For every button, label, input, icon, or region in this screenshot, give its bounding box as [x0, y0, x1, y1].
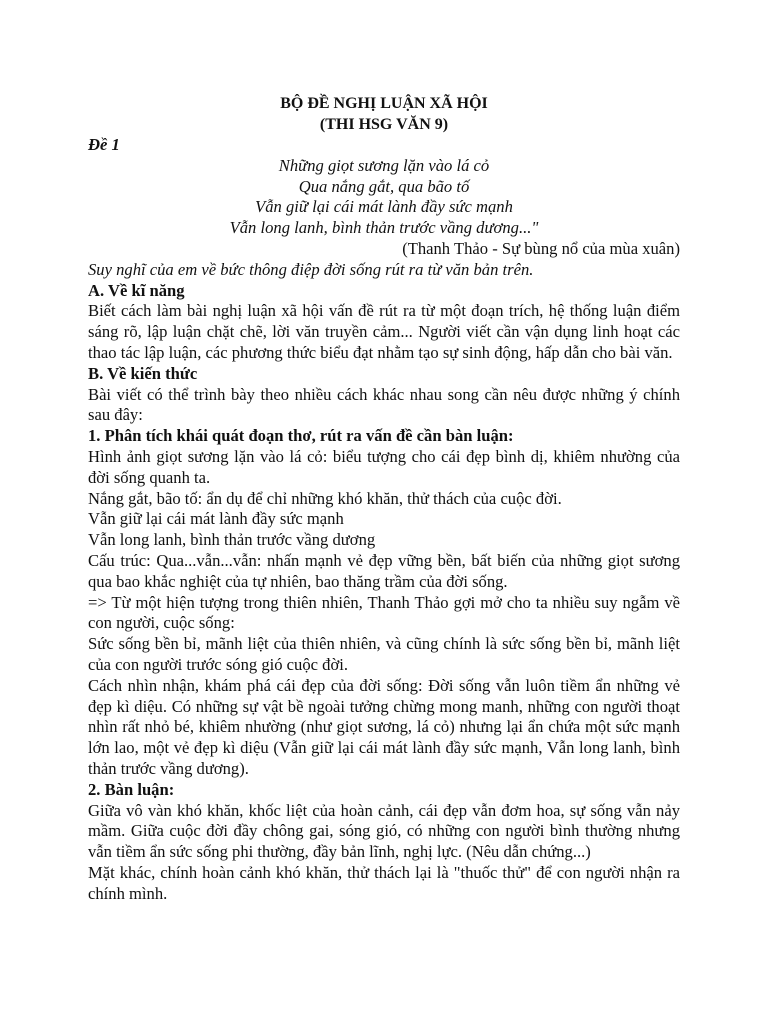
- document-title: BỘ ĐỀ NGHỊ LUẬN XÃ HỘI: [280, 95, 488, 112]
- paragraph: Vẫn long lanh, bình thản trước vầng dương: [88, 530, 376, 550]
- poem-excerpt: [88, 156, 680, 239]
- poem-line: Vẫn long lanh, bình thản trước vầng dương...": [229, 218, 539, 238]
- paragraph: Nắng gắt, bão tố: ẩn dụ để chỉ những khó khăn, thử thách của cuộc đời.: [88, 488, 562, 508]
- paragraph: Cấu trúc: Qua...vẫn...vẫn: nhấn mạnh vẻ đẹp vững bền, bất biến của những giọt sương qua bao khắc nghiệt của tự nhiên, bao thăng trầm của đời sống.: [88, 550, 680, 591]
- document-subtitle: (THI HSG VĂN 9): [319, 116, 449, 133]
- paragraph: Sức sống bền bỉ, mãnh liệt của thiên nhiên, và cũng chính là sức sống bền bỉ, mãnh liệt của con người trước sóng gió cuộc đời.: [88, 634, 680, 674]
- exam-number-label: Đề 1: [88, 135, 120, 154]
- section-b-text: Bài viết có thể trình bày theo nhiều cách khác nhau song cần nêu được những ý chính sau đây:: [88, 384, 680, 425]
- poem-source: (Thanh Thảo - Sự bùng nổ của mùa xuân): [402, 238, 680, 258]
- paragraph: Mặt khác, chính hoàn cảnh khó khăn, thử thách lại là "thuốc thử" để con người nhận ra chính mình.: [88, 862, 680, 903]
- section-b-heading: B. Về kiến thức: [88, 363, 198, 383]
- paragraph: Hình ảnh giọt sương lặn vào lá cỏ: biểu tượng cho cái đẹp bình dị, khiêm nhường của đời sống quanh ta.: [88, 446, 680, 487]
- poem-line: Những giọt sương lặn vào lá cỏ: [278, 155, 490, 175]
- poem-line: Vẫn giữ lại cái mát lành đầy sức mạnh: [255, 197, 513, 217]
- poem-line: Qua nắng gắt, qua bão tố: [298, 176, 470, 196]
- part1-heading: 1. Phân tích khái quát đoạn thơ, rút ra vấn đề cần bàn luận:: [88, 426, 514, 446]
- paragraph: => Từ một hiện tượng trong thiên nhiên, Thanh Thảo gợi mở cho ta nhiều suy ngẫm về con người, cuộc sống:: [88, 592, 680, 633]
- paragraph: Vẫn giữ lại cái mát lành đầy sức mạnh: [88, 509, 344, 529]
- section-a-heading: A. Về kĩ năng: [88, 280, 185, 300]
- paragraph: Giữa vô vàn khó khăn, khốc liệt của hoàn cảnh, cái đẹp vẫn đơm hoa, sự sống vẫn nảy mầm. Giữa cuộc đời đầy chông gai, sóng gió, có những con người bình thường nhưng vẫn tiềm ẩn sức sống phi thường, đầy bản lĩnh, nghị lực. (Nêu dẫn chứng...): [88, 800, 680, 862]
- paragraph: Cách nhìn nhận, khám phá cái đẹp của đời sống: Đời sống vẫn luôn tiềm ẩn những vẻ đẹp kì diệu. Có những sự vật bề ngoài tưởng chừng mong manh, những con người thoạt nhìn rất nhỏ bé, khiêm nhường (như giọt sương, lá cỏ) nhưng lại ẩn chứa một sức mạnh lớn lao, một vẻ đẹp kì diệu (Vẫn giữ lại cái mát lành đầy sức mạnh, Vẫn long lanh, bình thản trước vầng dương).: [88, 675, 680, 778]
- document-page: [88, 93, 680, 904]
- exam-question: Suy nghĩ của em về bức thông điệp đời sống rút ra từ văn bản trên.: [88, 259, 534, 279]
- section-a-text: Biết cách làm bài nghị luận xã hội vấn đề rút ra từ một đoạn trích, hệ thống luận điểm sáng rõ, lập luận chặt chẽ, lời văn truyền cảm... Người viết cần vận dụng linh hoạt các thao tác lập luận, các phương thức biểu đạt nhằm tạo sự sinh động, hấp dẫn cho bài văn.: [88, 301, 680, 362]
- part2-heading: 2. Bàn luận:: [88, 779, 175, 799]
